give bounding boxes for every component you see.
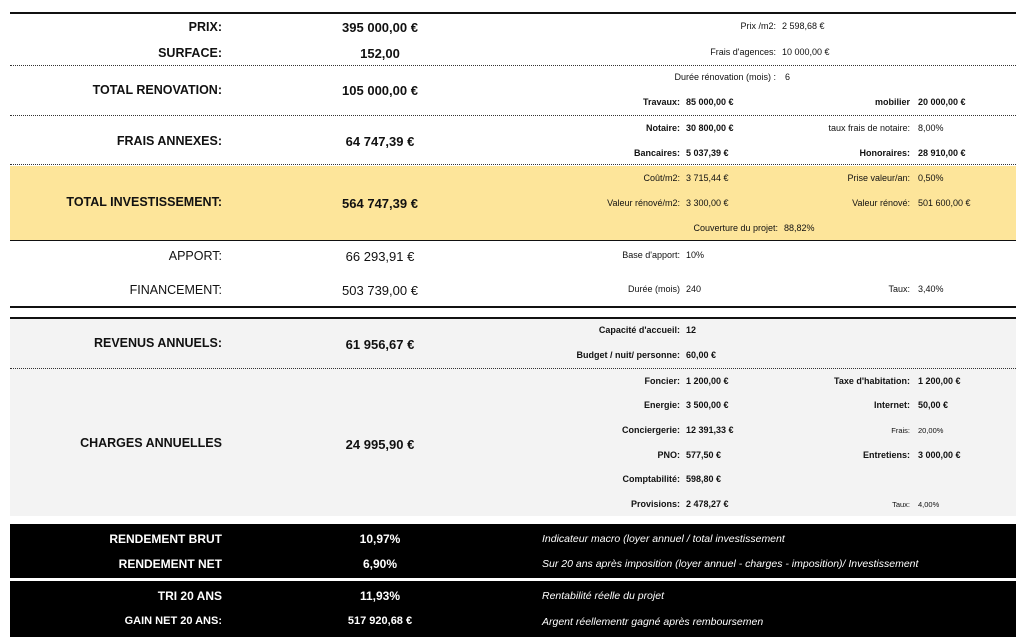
- conciergerie-label: Conciergerie:: [621, 425, 680, 435]
- bancaires-label: Bancaires:: [633, 148, 680, 158]
- frais-conciergerie-value: 20,00%: [918, 426, 944, 435]
- taux-notaire-label: taux frais de notaire:: [828, 123, 910, 133]
- financement-value: 503 739,00 €: [342, 283, 418, 298]
- duree-mois-label: Durée (mois): [627, 284, 680, 294]
- conciergerie-value: 12 391,33 €: [686, 425, 734, 435]
- frais-annexes-label: FRAIS ANNEXES:: [116, 134, 222, 148]
- top-rule: [10, 12, 1016, 14]
- frais-conciergerie-label: Frais:: [891, 426, 910, 435]
- prise-valeur-value: 0,50%: [918, 173, 944, 183]
- charges-annuelles-label: CHARGES ANNUELLES: [80, 436, 222, 450]
- couverture-label: Couverture du projet:: [693, 223, 778, 233]
- energie-label: Energie:: [643, 400, 680, 410]
- taux-value: 3,40%: [918, 284, 944, 294]
- taxe-habitation-value: 1 200,00 €: [918, 376, 961, 386]
- provisions-label: Provisions:: [630, 499, 680, 509]
- valeur-renove-label: Valeur rénové:: [852, 198, 910, 208]
- rendement-brut-note: Indicateur macro (loyer annuel / total investissement: [542, 533, 785, 545]
- entretiens-value: 3 000,00 €: [918, 450, 961, 460]
- divider: [10, 164, 1016, 165]
- total-investissement-label: TOTAL INVESTISSEMENT:: [66, 195, 222, 209]
- rendement-block: [10, 524, 1016, 578]
- notaire-value: 30 800,00 €: [686, 123, 734, 133]
- honoraires-label: Honoraires:: [859, 148, 910, 158]
- apport-value: 66 293,91 €: [345, 249, 415, 264]
- total-investissement-value: 564 747,39 €: [342, 196, 418, 211]
- prix-m2-label: Prix /m2:: [740, 21, 776, 31]
- rendement-brut-value: 10,97%: [359, 532, 401, 546]
- capacite-label: Capacité d'accueil:: [598, 325, 680, 335]
- divider: [10, 306, 1016, 308]
- taxe-habitation-label: Taxe d'habitation:: [834, 376, 910, 386]
- revenus-annuels-value: 61 956,67 €: [345, 337, 415, 352]
- prise-valeur-label: Prise valeur/an:: [847, 173, 910, 183]
- rendement-net-value: 6,90%: [362, 557, 398, 571]
- taux-provisions-label: Taux:: [892, 500, 910, 509]
- revenus-annuels-label: REVENUS ANNUELS:: [93, 336, 222, 350]
- comptabilite-label: Comptabilité:: [622, 474, 680, 484]
- gain-net-value: 517 920,68 €: [347, 615, 413, 627]
- honoraires-value: 28 910,00 €: [918, 148, 966, 158]
- financement-label: FINANCEMENT:: [129, 283, 222, 297]
- duree-renovation-value: 6: [785, 72, 791, 82]
- internet-label: Internet:: [874, 400, 910, 410]
- divider: [10, 65, 1016, 66]
- tri-20-ans-value: 11,93%: [359, 589, 401, 603]
- entretiens-label: Entretiens:: [862, 450, 910, 460]
- capacite-value: 12: [686, 325, 697, 335]
- prix-label: PRIX:: [188, 20, 222, 34]
- pno-value: 577,50 €: [686, 450, 722, 460]
- taux-label: Taux:: [888, 284, 910, 294]
- gain-net-note: Argent réellementr gagné après remboursemen: [542, 616, 764, 628]
- divider: [10, 240, 1016, 241]
- foncier-label: Foncier:: [644, 376, 680, 386]
- frais-agences-label: Frais d'agences:: [710, 47, 776, 57]
- budget-label: Budget / nuit/ personne:: [576, 350, 680, 360]
- provisions-value: 2 478,27 €: [686, 499, 729, 509]
- rendement-net-note: Sur 20 ans après imposition (loyer annuel - charges - imposition)/ Investissement: [542, 558, 919, 570]
- foncier-value: 1 200,00 €: [686, 376, 729, 386]
- energie-value: 3 500,00 €: [686, 400, 729, 410]
- valeur-renove-m2-label: Valeur rénové/m2:: [607, 198, 680, 208]
- total-renovation-value: 105 000,00 €: [342, 83, 418, 98]
- divider: [10, 368, 1016, 369]
- base-apport-value: 10%: [686, 250, 705, 260]
- tri-20-ans-note: Rentabilité réelle du projet: [542, 590, 664, 602]
- budget-value: 60,00 €: [686, 350, 717, 360]
- apport-label: APPORT:: [168, 249, 222, 263]
- tri-block: [10, 581, 1016, 637]
- mobilier-label: mobilier: [874, 97, 910, 107]
- prix-m2-value: 2 598,68 €: [782, 21, 825, 31]
- comptabilite-value: 598,80 €: [686, 474, 722, 484]
- charges-annuelles-value: 24 995,90 €: [345, 437, 415, 452]
- rendement-brut-label: RENDEMENT BRUT: [109, 532, 222, 546]
- surface-value: 152,00: [360, 46, 400, 61]
- pno-label: PNO:: [657, 450, 680, 460]
- frais-agences-value: 10 000,00 €: [782, 47, 830, 57]
- valeur-renove-m2-value: 3 300,00 €: [686, 198, 729, 208]
- duree-mois-value: 240: [686, 284, 702, 294]
- rendement-net-label: RENDEMENT NET: [118, 557, 222, 571]
- total-renovation-label: TOTAL RENOVATION:: [92, 83, 222, 97]
- divider: [10, 115, 1016, 116]
- cout-m2-value: 3 715,44 €: [686, 173, 729, 183]
- base-apport-label: Base d'apport:: [622, 250, 680, 260]
- taux-provisions-value: 4,00%: [918, 500, 940, 509]
- travaux-label: Travaux:: [642, 97, 680, 107]
- bancaires-value: 5 037,39 €: [686, 148, 729, 158]
- frais-annexes-value: 64 747,39 €: [345, 134, 415, 149]
- mobilier-value: 20 000,00 €: [918, 97, 966, 107]
- notaire-label: Notaire:: [645, 123, 680, 133]
- tri-20-ans-label: TRI 20 ANS: [157, 589, 222, 603]
- couverture-value: 88,82%: [784, 223, 815, 233]
- internet-value: 50,00 €: [918, 400, 949, 410]
- surface-label: SURFACE:: [158, 46, 222, 60]
- cout-m2-label: Coût/m2:: [643, 173, 680, 183]
- travaux-value: 85 000,00 €: [686, 97, 734, 107]
- prix-value: 395 000,00 €: [342, 20, 418, 35]
- duree-renovation-label: Durée rénovation (mois) :: [674, 72, 776, 82]
- valeur-renove-value: 501 600,00 €: [918, 198, 971, 208]
- taux-notaire-value: 8,00%: [918, 123, 944, 133]
- gain-net-label: GAIN NET 20 ANS:: [124, 615, 222, 627]
